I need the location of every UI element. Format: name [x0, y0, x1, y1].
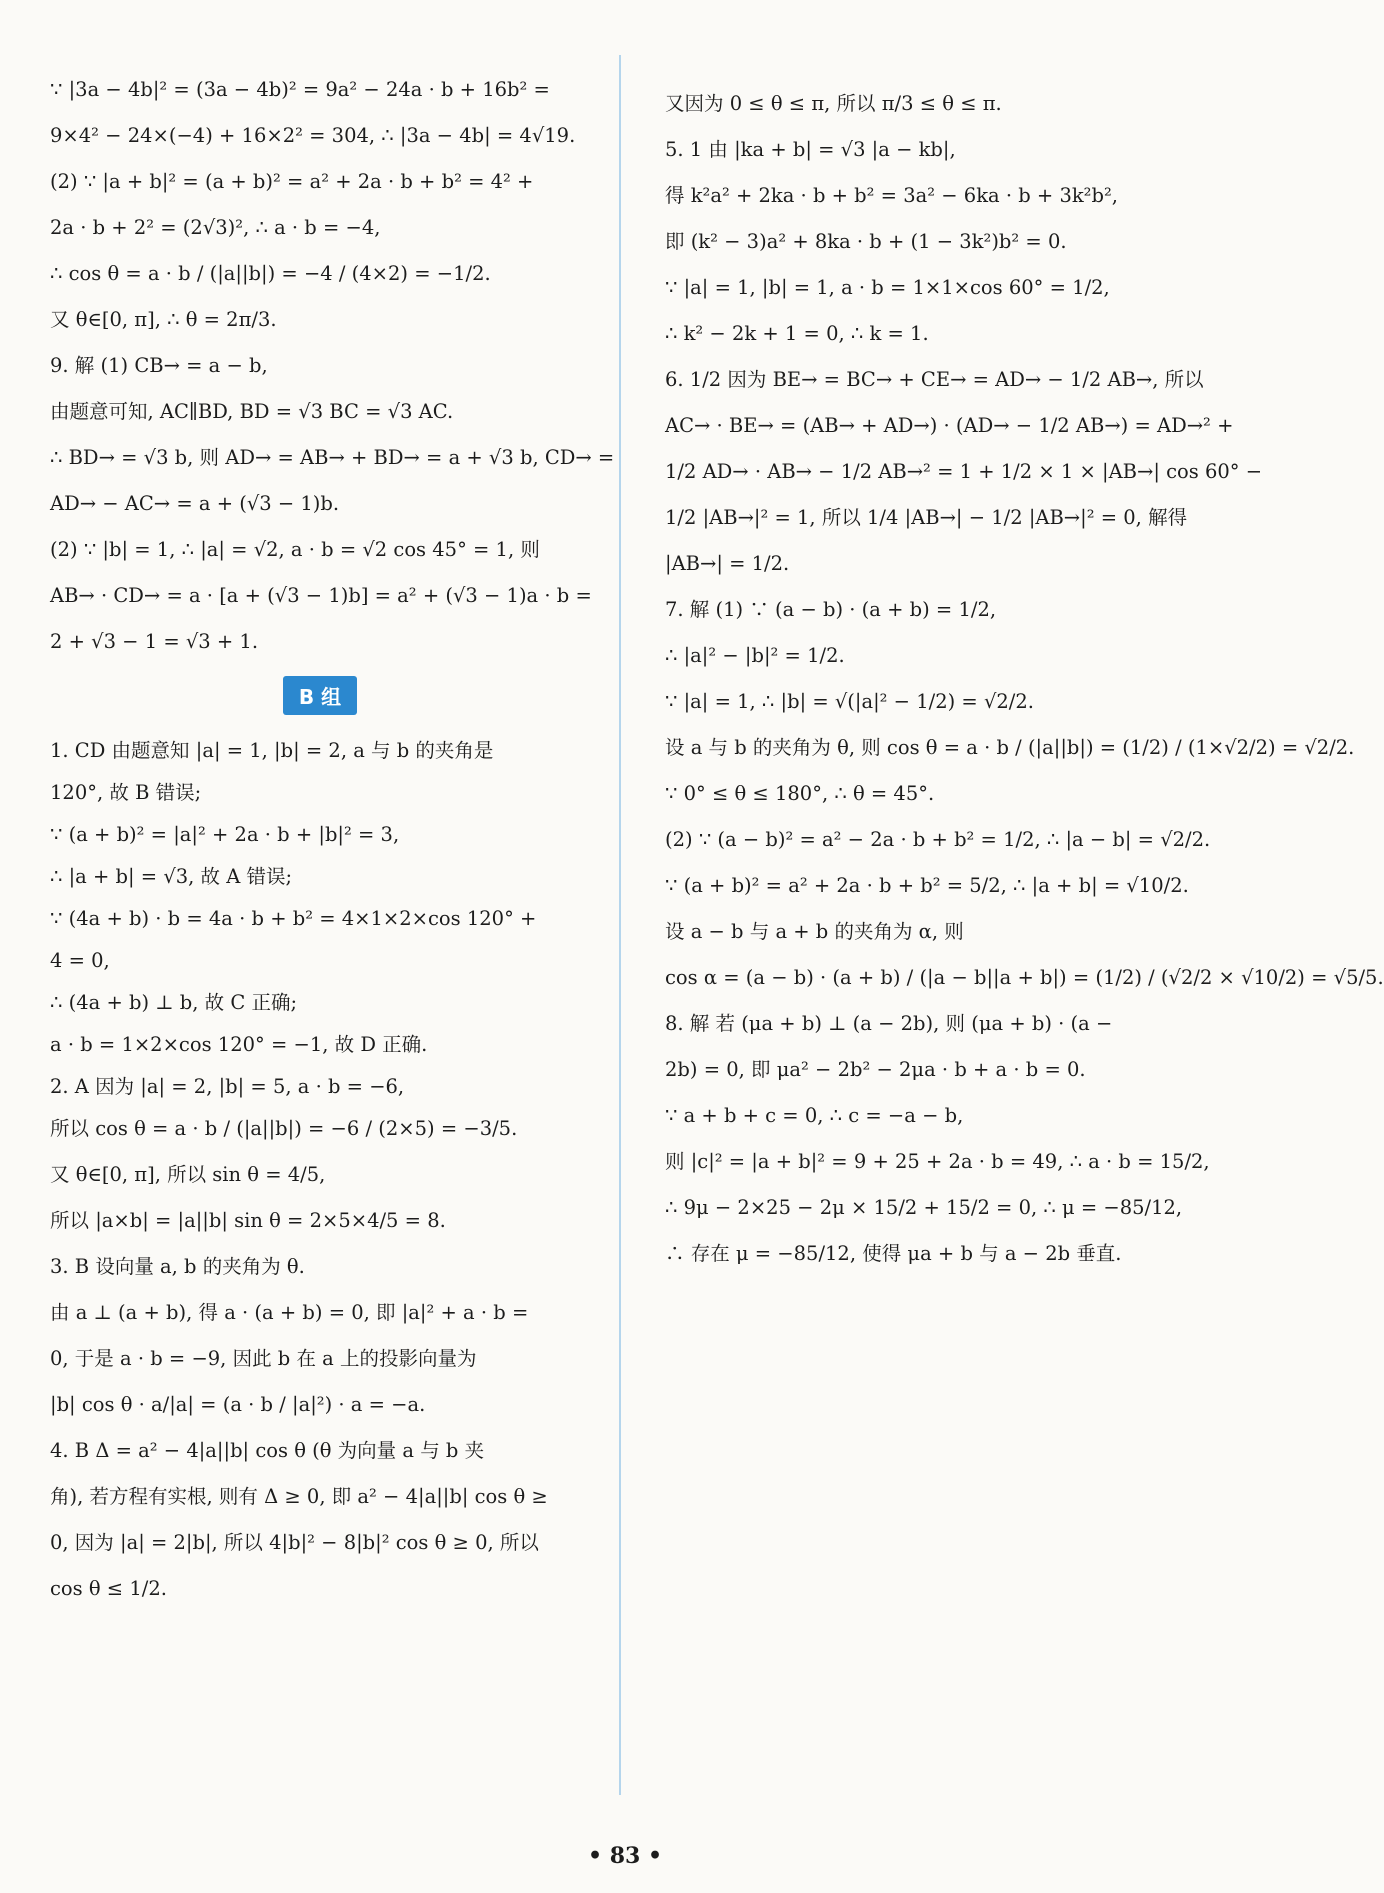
text-line: |b| cos θ · a/|a| = (a · b / |a|²) · a = −a. — [50, 1393, 426, 1416]
text-line: (2) ∵ |a + b|² = (a + b)² = a² + 2a · b + b² = 4² + — [50, 170, 534, 193]
text-line: 1. CD 由题意知 |a| = 1, |b| = 2, a 与 b 的夹角是 — [50, 739, 494, 762]
text-line: 4. B Δ = a² − 4|a||b| cos θ (θ 为向量 a 与 b 夹 — [50, 1439, 485, 1462]
text-line: ∴ |a + b| = √3, 故 A 错误; — [50, 865, 293, 888]
text-line: 5. 1 由 |ka + b| = √3 |a − kb|, — [665, 138, 956, 161]
left-column — [50, 78, 615, 1623]
text-line: 得 k²a² + 2ka · b + b² = 3a² − 6ka · b + 3k²b², — [665, 184, 1118, 207]
section-badge: B 组 — [283, 676, 357, 715]
text-line: ∵ (a + b)² = a² + 2a · b + b² = 5/2, ∴ |a + b| = √10/2. — [665, 874, 1189, 897]
text-line: |AB→| = 1/2. — [665, 552, 790, 575]
text-line: 7. 解 (1) ∵ (a − b) · (a + b) = 1/2, — [665, 598, 997, 621]
text-line: 0, 于是 a · b = −9, 因此 b 在 a 上的投影向量为 — [50, 1347, 477, 1370]
text-line: ∴ (4a + b) ⊥ b, 故 C 正确; — [50, 991, 298, 1014]
text-line: 所以 cos θ = a · b / (|a||b|) = −6 / (2×5) = −3/5. — [50, 1117, 518, 1140]
text-line: ∵ |3a − 4b|² = (3a − 4b)² = 9a² − 24a · b + 16b² = — [50, 78, 550, 101]
text-line: 2a · b + 2² = (2√3)², ∴ a · b = −4, — [50, 216, 381, 239]
text-line: 9. 解 (1) CB→ = a − b, — [50, 354, 268, 377]
text-line: 120°, 故 B 错误; — [50, 781, 202, 804]
text-line: 设 a 与 b 的夹角为 θ, 则 cos θ = a · b / (|a||b|) = (1/2) / (1×√2/2) = √2/2. — [665, 736, 1355, 759]
text-line: 1/2 AD→ · AB→ − 1/2 AB→² = 1 + 1/2 × 1 × |AB→| cos 60° − — [665, 460, 1263, 483]
text-line: 4 = 0, — [50, 949, 110, 972]
text-line: cos α = (a − b) · (a + b) / (|a − b||a + b|) = (1/2) / (√2/2 × √10/2) = √5/5. — [665, 966, 1384, 989]
text-line: 设 a − b 与 a + b 的夹角为 α, 则 — [665, 920, 964, 943]
text-line: ∵ (a + b)² = |a|² + 2a · b + |b|² = 3, — [50, 823, 400, 846]
text-line: ∴ cos θ = a · b / (|a||b|) = −4 / (4×2) = −1/2. — [50, 262, 491, 285]
text-line: 又 θ∈[0, π], ∴ θ = 2π/3. — [50, 308, 277, 331]
text-line: ∵ |a| = 1, ∴ |b| = √(|a|² − 1/2) = √2/2. — [665, 690, 1034, 713]
text-line: ∵ |a| = 1, |b| = 1, a · b = 1×1×cos 60° = 1/2, — [665, 276, 1110, 299]
text-line: (2) ∵ |b| = 1, ∴ |a| = √2, a · b = √2 cos 45° = 1, 则 — [50, 538, 540, 561]
text-line: 6. 1/2 因为 BE→ = BC→ + CE→ = AD→ − 1/2 AB→, 所以 — [665, 368, 1204, 391]
text-line: 1/2 |AB→|² = 1, 所以 1/4 |AB→| − 1/2 |AB→|² = 0, 解得 — [665, 506, 1188, 529]
text-line: 9×4² − 24×(−4) + 16×2² = 304, ∴ |3a − 4b| = 4√19. — [50, 124, 576, 147]
text-line: 即 (k² − 3)a² + 8ka · b + (1 − 3k²)b² = 0. — [665, 230, 1067, 253]
right-column — [665, 78, 1384, 1288]
text-line: 8. 解 若 (μa + b) ⊥ (a − 2b), 则 (μa + b) · (a − — [665, 1012, 1113, 1035]
column-divider — [619, 55, 621, 1795]
text-line: 又因为 0 ≤ θ ≤ π, 所以 π/3 ≤ θ ≤ π. — [665, 92, 1002, 115]
text-line: 由 a ⊥ (a + b), 得 a · (a + b) = 0, 即 |a|² + a · b = — [50, 1301, 529, 1324]
text-line: (2) ∵ (a − b)² = a² − 2a · b + b² = 1/2, ∴ |a − b| = √2/2. — [665, 828, 1211, 851]
text-line: 则 |c|² = |a + b|² = 9 + 25 + 2a · b = 49, ∴ a · b = 15/2, — [665, 1150, 1210, 1173]
text-line: 2. A 因为 |a| = 2, |b| = 5, a · b = −6, — [50, 1075, 405, 1098]
text-line: 0, 因为 |a| = 2|b|, 所以 4|b|² − 8|b|² cos θ ≥ 0, 所以 — [50, 1531, 539, 1554]
text-line: 3. B 设向量 a, b 的夹角为 θ. — [50, 1255, 305, 1278]
text-line: ∴ 存在 μ = −85/12, 使得 μa + b 与 a − 2b 垂直. — [665, 1242, 1122, 1265]
text-line: ∴ 9μ − 2×25 − 2μ × 15/2 + 15/2 = 0, ∴ μ = −85/12, — [665, 1196, 1183, 1219]
text-line: AB→ · CD→ = a · [a + (√3 − 1)b] = a² + (√3 − 1)a · b = — [50, 584, 592, 607]
page-number: • 83 • — [587, 1843, 663, 1869]
text-line: ∵ a + b + c = 0, ∴ c = −a − b, — [665, 1104, 964, 1127]
text-line: 又 θ∈[0, π], 所以 sin θ = 4/5, — [50, 1163, 326, 1186]
text-line: ∵ 0° ≤ θ ≤ 180°, ∴ θ = 45°. — [665, 782, 935, 805]
text-line: ∴ |a|² − |b|² = 1/2. — [665, 644, 845, 667]
text-line: AD→ − AC→ = a + (√3 − 1)b. — [50, 492, 340, 515]
text-line: 2b) = 0, 即 μa² − 2b² − 2μa · b + a · b = 0. — [665, 1058, 1086, 1081]
text-line: 由题意可知, AC∥BD, BD = √3 BC = √3 AC. — [50, 400, 454, 423]
text-line: ∴ k² − 2k + 1 = 0, ∴ k = 1. — [665, 322, 929, 345]
text-line: 2 + √3 − 1 = √3 + 1. — [50, 630, 259, 653]
text-line: AC→ · BE→ = (AB→ + AD→) · (AD→ − 1/2 AB→) = AD→² + — [665, 414, 1234, 437]
text-line: ∵ (4a + b) · b = 4a · b + b² = 4×1×2×cos 120° + — [50, 907, 537, 930]
text-line: ∴ BD→ = √3 b, 则 AD→ = AB→ + BD→ = a + √3 b, CD→ = — [50, 446, 615, 469]
text-line: a · b = 1×2×cos 120° = −1, 故 D 正确. — [50, 1033, 428, 1056]
text-line: 角), 若方程有实根, 则有 Δ ≥ 0, 即 a² − 4|a||b| cos θ ≥ — [50, 1485, 548, 1508]
text-line: 所以 |a×b| = |a||b| sin θ = 2×5×4/5 = 8. — [50, 1209, 446, 1232]
text-line: cos θ ≤ 1/2. — [50, 1577, 167, 1600]
